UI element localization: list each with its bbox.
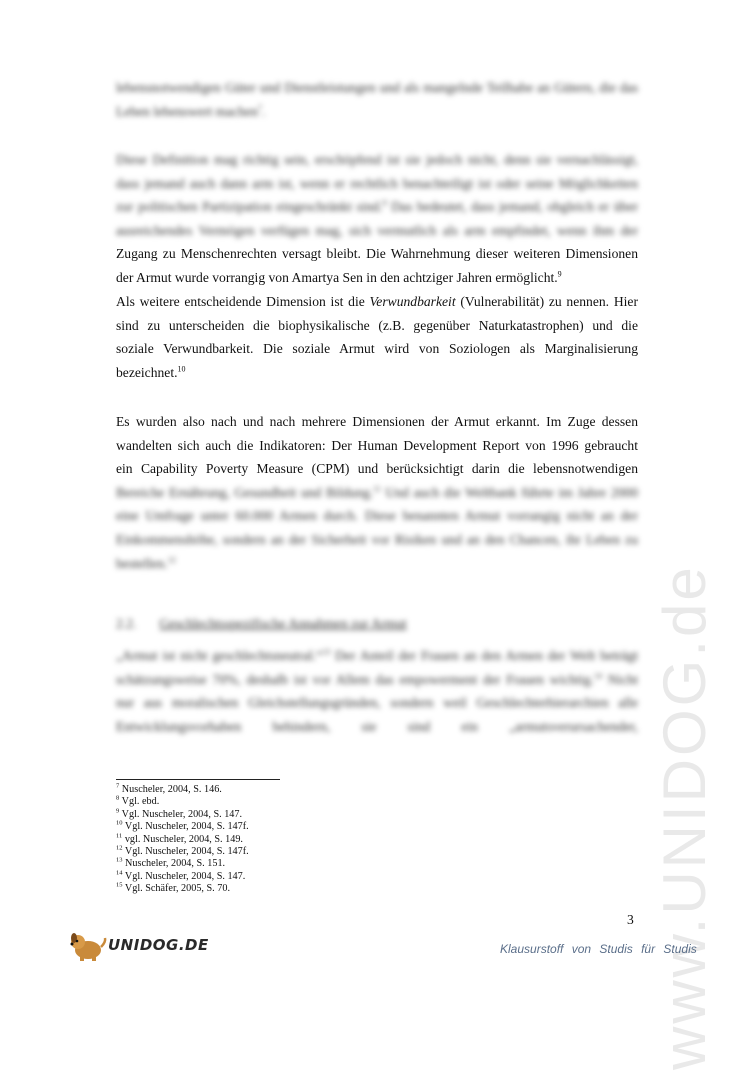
footnote: $^{12}$ Vgl. Nuscheler, 2004, S. 147f.: [116, 844, 249, 858]
footnote: $^{15}$ Vgl. Schäfer, 2005, S. 70.: [116, 881, 230, 895]
paragraph-indicators: Es wurden also nach und nach mehrere Dimensionen der Armut erkannt. Im Zuge dessen wandelten sich auch die Indikatoren: Der Human Development Report von 1996 gebraucht ein Capability Poverty Measure (CPM) und berücksichtigt darin die lebensnotwendigen Bereiche Ernährung, Gesundheit und Bildung.$^{11}$ Und auch die Weltbank führte im Jahre 2000 eine Umfrage unter 60.000 Armen durch. Diese benannten Armut vorrangig nicht an der Einkommenshöhe, sondern an der Sicherheit vor Risiken und an den Chancen, ihr Leben zu bestellen.$^{12}$: [116, 414, 638, 571]
footnote-divider: [116, 779, 280, 780]
page-number: 3: [627, 912, 634, 927]
dog-icon: [68, 930, 108, 962]
footnote: $^{10}$ Vgl. Nuscheler, 2004, S. 147f.: [116, 819, 249, 833]
paragraph-vulnerability: Als weitere entscheidende Dimension ist die Verwundbarkeit (Vulnerabilität) zu nennen. Hier sind zu unterscheiden die biophysikalische (z.B. gegenüber Naturkatastrophen) und die soziale Verwundbarkeit. Die soziale Armut wird von Soziologen als Marginalisierung bezeichnet.$^{10}$: [116, 294, 638, 380]
paragraph-gender: „Armut ist nicht geschlechtsneutral.“$^{13}$ Der Anteil der Frauen an den Armen der Welt beträgt schätzungsweise 70%, deshalb ist vor Allem das empowerment der Frauen wichtig.$^{14}$ Nicht nur aus moralischen Gleichstellungsgründen, sondern weil Geschlechterhierarchien alle Entwicklungsvorhaben behindern, sie sind ein „armutsverursachender,: [116, 647, 638, 734]
footnote: $^{13}$ Nuscheler, 2004, S. 151.: [116, 857, 226, 870]
section-heading: 2.2. Geschlechtsspezifische Annahmen zur Armut: [116, 616, 407, 631]
tagline: Klausurstoff von Studis für Studis: [500, 942, 697, 956]
footnote: $^9$ Vgl. Nuscheler, 2004, S. 147.: [116, 807, 243, 820]
footnote: $^{11}$ vgl. Nuscheler, 2004, S. 149.: [116, 832, 243, 845]
footnote: $^8$ Vgl. ebd.: [116, 795, 160, 808]
paragraph-definition: Diese Definition mag richtig sein, erschöpfend ist sie jedoch nicht, denn sie vernachlässigt, dass jemand auch dann arm ist, wenn er rechtlich benachteiligt ist oder seine Möglichkeiten zur politischen Partizipation eingeschränkt sind.$^8$ Das bedeutet, dass jemand, obgleich er über ausreichendes Vermögen verfügen mag, sich vermutlich als arm empfindet, wenn ihm der Zugang zu Menschenrechten versagt bleibt. Die Wahrnehmung dieser weiteren Dimensionen der Armut wurde vorrangig von Amartya Sen in den achtziger Jahren ermöglicht.$^9$: [116, 152, 639, 285]
watermark: www.UNIDOG.de: [651, 564, 718, 1070]
logo-text: UNIDOG.DE: [108, 936, 209, 954]
footnote: $^{14}$ Vgl. Nuscheler, 2004, S. 147.: [116, 869, 246, 882]
paragraph-blurred-intro: lebensnotwendigen Güter und Dienstleistungen und als mangelnde Teilhabe an Gütern, die das Leben lebenswert machen$^7$.: [116, 80, 638, 119]
footnote: $^7$ Nuscheler, 2004, S. 146.: [116, 782, 222, 795]
unidog-logo[interactable]: [68, 930, 209, 962]
footnotes: [116, 784, 249, 896]
